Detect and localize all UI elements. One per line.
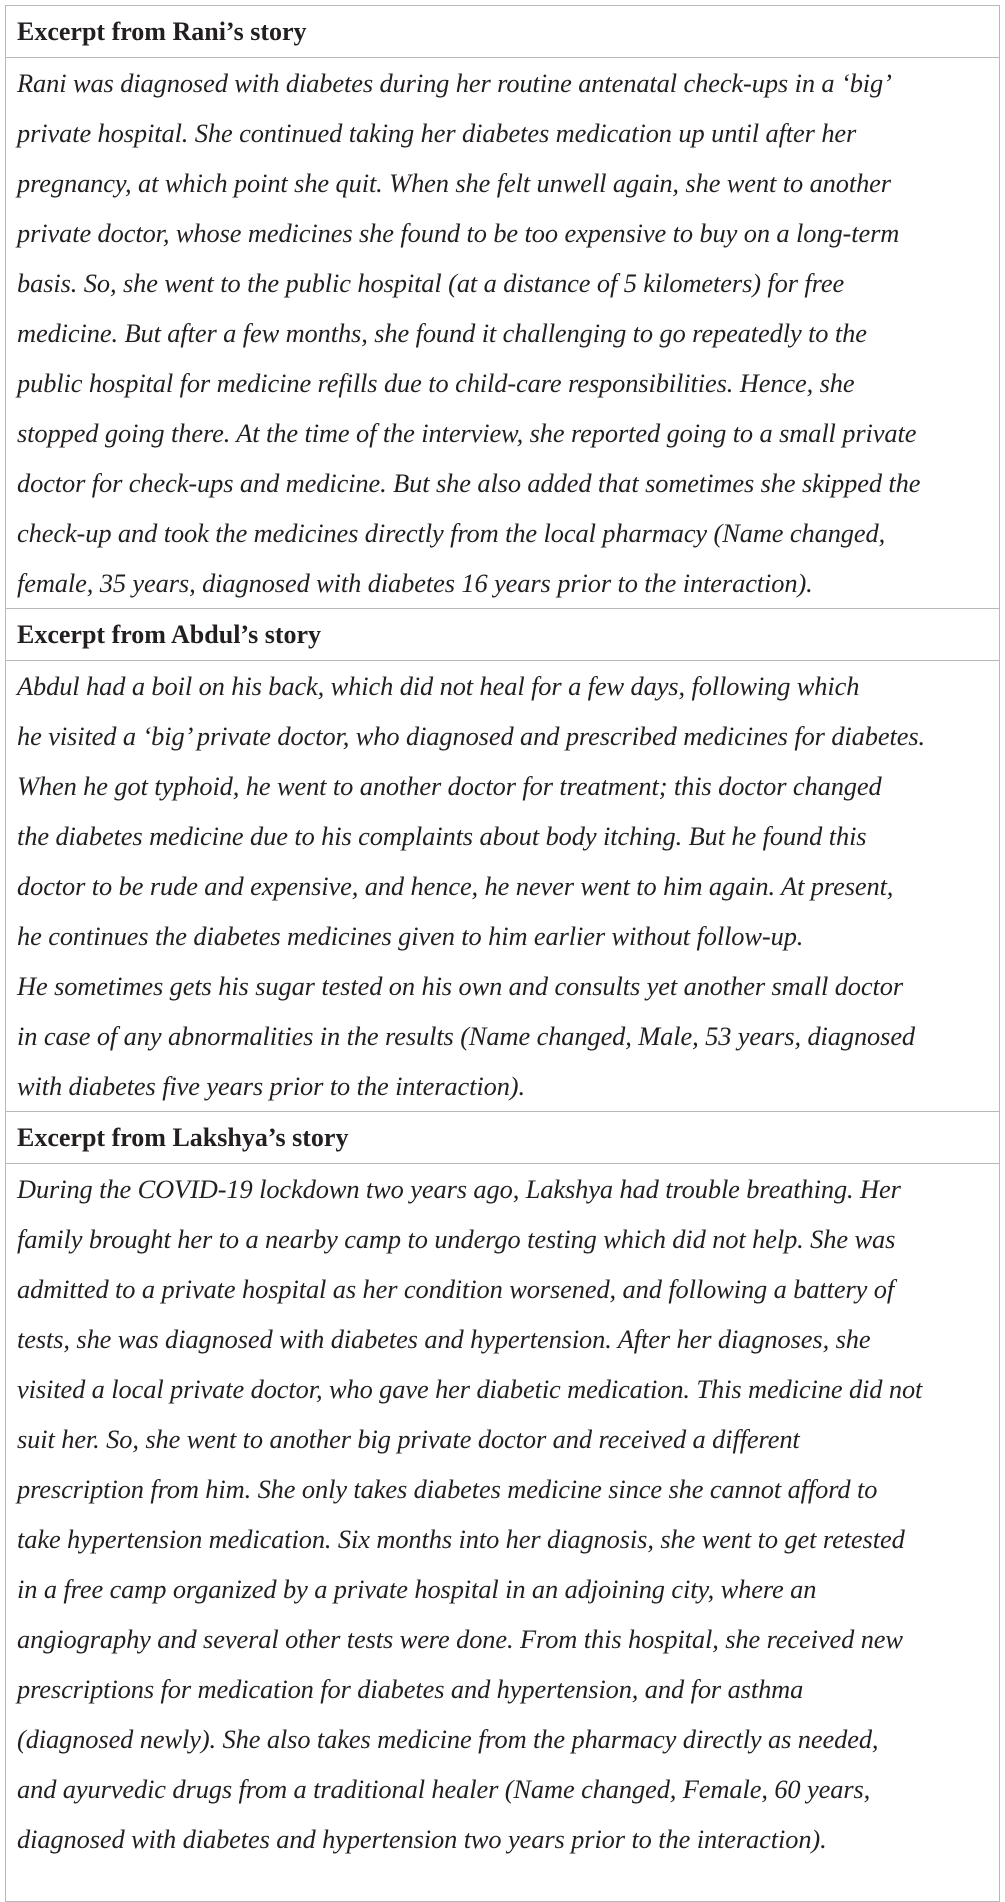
text-line: the diabetes medicine due to his complaints about body itching. But he found this — [17, 821, 867, 851]
text-line: he visited a ‘big’ private doctor, who diagnosed and prescribed medicines for diabetes. — [17, 721, 925, 751]
text-line: and ayurvedic drugs from a traditional healer (Name changed, Female, 60 years, — [17, 1774, 871, 1804]
text-line: When he got typhoid, he went to another doctor for treatment; this doctor changed — [17, 771, 882, 801]
abdul-excerpt-text — [17, 661, 988, 1111]
abdul-section — [6, 609, 1000, 1112]
text-line: visited a local private doctor, who gave her diabetic medication. This medicine did not — [17, 1374, 923, 1404]
text-line: take hypertension medication. Six months into her diagnosis, she went to get retested — [17, 1524, 905, 1554]
text-line: basis. So, she went to the public hospital (at a distance of 5 kilometers) for free — [17, 268, 845, 298]
abdul-heading: Excerpt from Abdul’s story — [6, 609, 1000, 661]
lakshya-heading: Excerpt from Lakshya’s story — [6, 1112, 1000, 1164]
text-line: doctor to be rude and expensive, and hence, he never went to him again. At present, — [17, 871, 894, 901]
text-line: doctor for check-ups and medicine. But she also added that sometimes she skipped the — [17, 468, 921, 498]
lakshya-excerpt-text — [17, 1164, 988, 1864]
text-line: Rani was diagnosed with diabetes during her routine antenatal check-ups in a ‘big’ — [17, 68, 892, 98]
text-line: in a free camp organized by a private hospital in an adjoining city, where an — [17, 1574, 817, 1604]
text-line: private doctor, whose medicines she found to be too expensive to buy on a long-term — [17, 218, 900, 248]
text-line: (diagnosed newly). She also takes medicine from the pharmacy directly as needed, — [17, 1724, 879, 1754]
excerpts-table — [5, 5, 1000, 1902]
text-line: medicine. But after a few months, she found it challenging to go repeatedly to the — [17, 318, 867, 348]
text-line: stopped going there. At the time of the interview, she reported going to a small private — [17, 418, 917, 448]
text-line: he continues the diabetes medicines given to him earlier without follow-up. — [17, 921, 804, 951]
text-line: admitted to a private hospital as her condition worsened, and following a battery of — [17, 1274, 895, 1304]
rani-excerpt-text — [17, 58, 988, 608]
text-line: pregnancy, at which point she quit. When she felt unwell again, she went to another — [17, 168, 891, 198]
text-line: prescription from him. She only takes diabetes medicine since she cannot afford to — [17, 1474, 878, 1504]
text-line: He sometimes gets his sugar tested on his own and consults yet another small doctor — [17, 971, 903, 1001]
lakshya-excerpt — [6, 1164, 1000, 1902]
rani-heading: Excerpt from Rani’s story — [6, 6, 1000, 58]
text-line: in case of any abnormalities in the results (Name changed, Male, 53 years, diagnosed — [17, 1021, 916, 1051]
text-line: diagnosed with diabetes and hypertension two years prior to the interaction). — [17, 1824, 827, 1854]
text-line: female, 35 years, diagnosed with diabetes 16 years prior to the interaction). — [17, 568, 813, 598]
text-line: with diabetes five years prior to the interaction). — [17, 1071, 525, 1101]
text-line: prescriptions for medication for diabetes and hypertension, and for asthma — [17, 1674, 804, 1704]
text-line: check-up and took the medicines directly from the local pharmacy (Name changed, — [17, 518, 886, 548]
text-line: family brought her to a nearby camp to undergo testing which did not help. She was — [17, 1224, 896, 1254]
rani-excerpt — [6, 58, 1000, 609]
lakshya-section — [6, 1112, 1000, 1902]
text-line: During the COVID-19 lockdown two years ago, Lakshya had trouble breathing. Her — [17, 1174, 901, 1204]
text-line: Abdul had a boil on his back, which did not heal for a few days, following which — [17, 671, 860, 701]
text-line: suit her. So, she went to another big private doctor and received a different — [17, 1424, 800, 1454]
text-line: angiography and several other tests were done. From this hospital, she received new — [17, 1624, 903, 1654]
text-line: tests, she was diagnosed with diabetes and hypertension. After her diagnoses, she — [17, 1324, 871, 1354]
text-line: private hospital. She continued taking her diabetes medication up until after her — [17, 118, 857, 148]
abdul-excerpt — [6, 661, 1000, 1112]
rani-section — [6, 6, 1000, 609]
text-line: public hospital for medicine refills due to child-care responsibilities. Hence, she — [17, 368, 855, 398]
